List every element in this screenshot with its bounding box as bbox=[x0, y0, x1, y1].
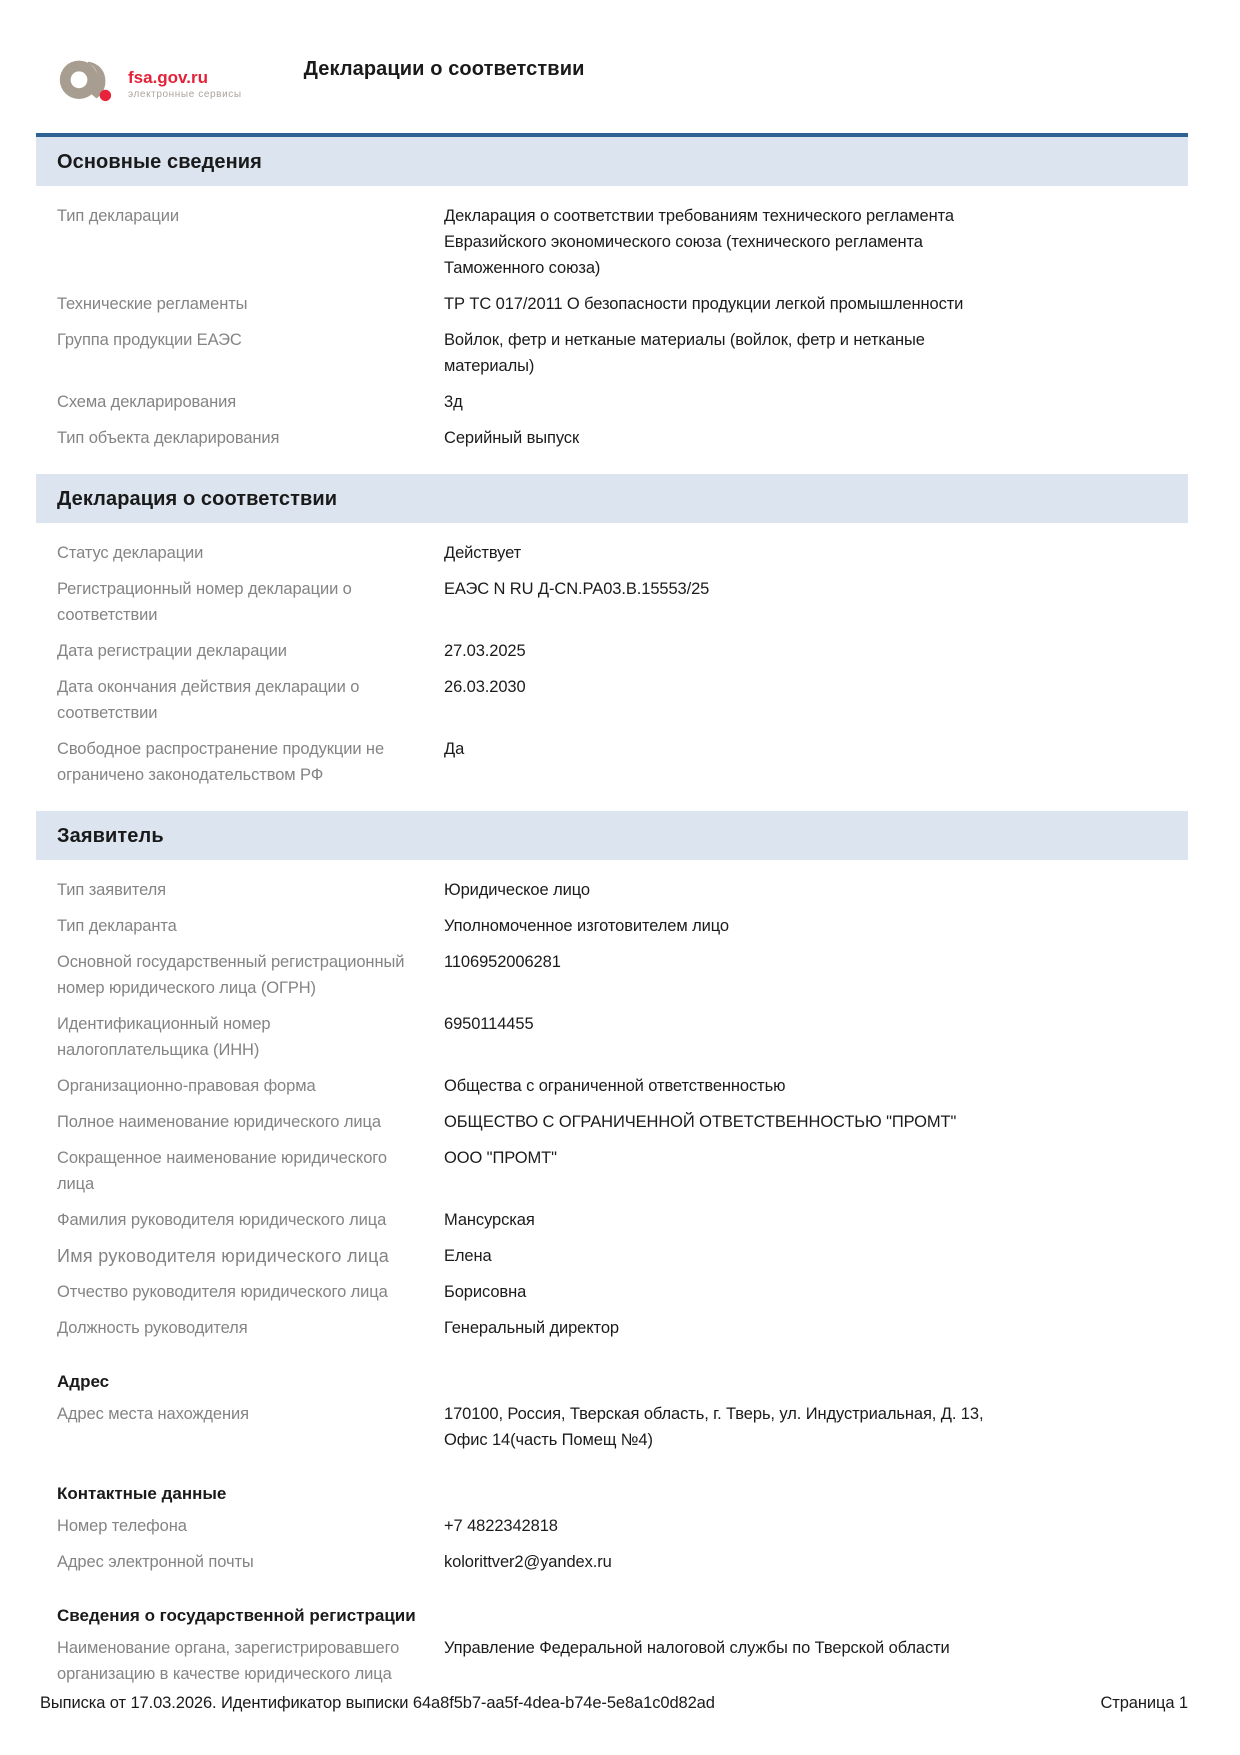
section-rows bbox=[36, 186, 1188, 474]
field-row bbox=[57, 1274, 1188, 1310]
field-row bbox=[57, 1630, 1188, 1692]
field-value: 1106952006281 bbox=[444, 953, 561, 971]
field-label: Статус декларации bbox=[57, 544, 204, 562]
field-row bbox=[57, 872, 1188, 908]
field-row bbox=[57, 1508, 1188, 1544]
fsa-logo-icon bbox=[58, 53, 118, 103]
field-row bbox=[57, 571, 1188, 633]
field-row bbox=[57, 535, 1188, 571]
page-title: Декларации о соответствии bbox=[303, 58, 585, 80]
field-value: 6950114455 bbox=[444, 1015, 534, 1033]
field-value: Серийный выпуск bbox=[444, 429, 580, 447]
field-value: ЕАЭС N RU Д-CN.РА03.В.15553/25 bbox=[444, 580, 710, 598]
field-row bbox=[57, 1202, 1188, 1238]
field-row bbox=[57, 1140, 1188, 1202]
sections-container bbox=[36, 133, 1188, 1710]
field-value: +7 4822342818 bbox=[444, 1517, 558, 1535]
field-row bbox=[57, 669, 1188, 731]
field-row bbox=[57, 633, 1188, 669]
field-value: 3д bbox=[444, 393, 463, 411]
section bbox=[36, 133, 1188, 474]
section-title: Декларация о соответствии bbox=[57, 488, 338, 510]
section bbox=[36, 811, 1188, 1710]
section-header bbox=[36, 474, 1188, 523]
field-value: 170100, Россия, Тверская область, г. Тверь, ул. Индустриальная, Д. 13, Офис 14(часть Помещ №4) bbox=[444, 1405, 984, 1449]
field-label: Сокращенное наименование юридического лица bbox=[57, 1149, 387, 1193]
field-label: Тип объекта декларирования bbox=[57, 429, 280, 447]
page-header bbox=[0, 0, 1240, 133]
field-value: Уполномоченное изготовителем лицо bbox=[444, 917, 729, 935]
field-label: Фамилия руководителя юридического лица bbox=[57, 1211, 387, 1229]
field-label: Дата регистрации декларации bbox=[57, 642, 287, 660]
field-label: Имя руководителя юридического лица bbox=[57, 1246, 390, 1266]
field-label: Технические регламенты bbox=[57, 295, 248, 313]
section bbox=[36, 474, 1188, 811]
field-row bbox=[57, 420, 1188, 456]
field-label: Свободное распространение продукции не ограничено законодательством РФ bbox=[57, 740, 385, 784]
field-row bbox=[57, 1006, 1188, 1068]
field-label: Должность руководителя bbox=[57, 1319, 248, 1337]
footer-page-number: Страница 1 bbox=[1100, 1694, 1188, 1712]
field-row bbox=[57, 1068, 1188, 1104]
field-label: Адрес электронной почты bbox=[57, 1553, 254, 1571]
field-row bbox=[57, 731, 1188, 793]
logo-tagline: электронные сервисы bbox=[128, 89, 242, 100]
field-label: Основной государственный регистрационный номер юридического лица (ОГРН) bbox=[57, 953, 405, 997]
field-value: ТР ТС 017/2011 О безопасности продукции легкой промышленности bbox=[444, 295, 964, 313]
field-row bbox=[57, 908, 1188, 944]
fsa-logo bbox=[58, 53, 242, 103]
section-title: Основные сведения bbox=[57, 151, 262, 173]
section-header bbox=[36, 133, 1188, 186]
field-value: Да bbox=[444, 740, 465, 758]
field-label: Наименование органа, зарегистрировавшего организацию в качестве юридического лица bbox=[57, 1639, 400, 1683]
field-label: Адрес места нахождения bbox=[57, 1405, 249, 1423]
field-value: Елена bbox=[444, 1247, 492, 1265]
field-row bbox=[57, 384, 1188, 420]
logo-dot bbox=[100, 90, 111, 101]
field-label: Тип заявителя bbox=[57, 881, 167, 899]
field-value: Действует bbox=[444, 544, 522, 562]
section-rows bbox=[36, 860, 1188, 1710]
field-label: Дата окончания действия декларации о соответствии bbox=[57, 678, 360, 722]
field-row bbox=[57, 1238, 1188, 1274]
field-label: Полное наименование юридического лица bbox=[57, 1113, 381, 1131]
field-row bbox=[57, 198, 1188, 286]
field-value: Управление Федеральной налоговой службы по Тверской области bbox=[444, 1639, 950, 1657]
field-row bbox=[57, 322, 1188, 384]
logo-text bbox=[128, 69, 242, 101]
field-label: Отчество руководителя юридического лица bbox=[57, 1283, 388, 1301]
field-label: Группа продукции ЕАЭС bbox=[57, 331, 242, 349]
field-row bbox=[57, 944, 1188, 1006]
field-label: Регистрационный номер декларации о соответствии bbox=[57, 580, 352, 624]
field-row bbox=[57, 1104, 1188, 1140]
field-value: 26.03.2030 bbox=[444, 678, 526, 696]
section-title: Заявитель bbox=[57, 825, 164, 847]
subsection-title: Контактные данные bbox=[57, 1484, 227, 1503]
field-value: kolorittver2@yandex.ru bbox=[444, 1553, 612, 1571]
field-value: ОБЩЕСТВО С ОГРАНИЧЕННОЙ ОТВЕТСТВЕННОСТЬЮ "ПРОМТ" bbox=[444, 1113, 957, 1131]
footer-extract-info: Выписка от 17.03.2026. Идентификатор выписки 64a8f5b7-aa5f-4dea-b74e-5e8a1c0d82ad bbox=[40, 1694, 715, 1712]
section-rows bbox=[36, 523, 1188, 811]
field-value: Юридическое лицо bbox=[444, 881, 590, 899]
field-label: Номер телефона bbox=[57, 1517, 187, 1535]
field-label: Организационно-правовая форма bbox=[57, 1077, 316, 1095]
field-value: Общества с ограниченной ответственностью bbox=[444, 1077, 786, 1095]
field-value: Борисовна bbox=[444, 1283, 527, 1301]
field-value: Войлок, фетр и нетканые материалы (войлок, фетр и нетканые материалы) bbox=[444, 331, 925, 375]
field-value: Генеральный директор bbox=[444, 1319, 619, 1337]
subsection-title: Адрес bbox=[57, 1372, 110, 1391]
field-label: Схема декларирования bbox=[57, 393, 237, 411]
field-label: Тип декларанта bbox=[57, 917, 177, 935]
section-header bbox=[36, 811, 1188, 860]
field-label: Тип декларации bbox=[57, 207, 179, 225]
field-value: Декларация о соответствии требованиям технического регламента Евразийского экономического союза (технического регламента Таможенного союза) bbox=[444, 207, 954, 277]
field-row bbox=[57, 1544, 1188, 1580]
field-value: ООО "ПРОМТ" bbox=[444, 1149, 557, 1167]
page-footer bbox=[40, 1694, 1188, 1713]
field-value: 27.03.2025 bbox=[444, 642, 526, 660]
field-label: Идентификационный номер налогоплательщика (ИНН) bbox=[57, 1015, 271, 1059]
field-value: Мансурская bbox=[444, 1211, 535, 1229]
field-row bbox=[57, 1310, 1188, 1346]
field-row bbox=[57, 1396, 1188, 1458]
logo-brand: fsa.gov.ru bbox=[128, 68, 208, 87]
subsection-title: Сведения о государственной регистрации bbox=[57, 1606, 416, 1625]
field-row bbox=[57, 286, 1188, 322]
